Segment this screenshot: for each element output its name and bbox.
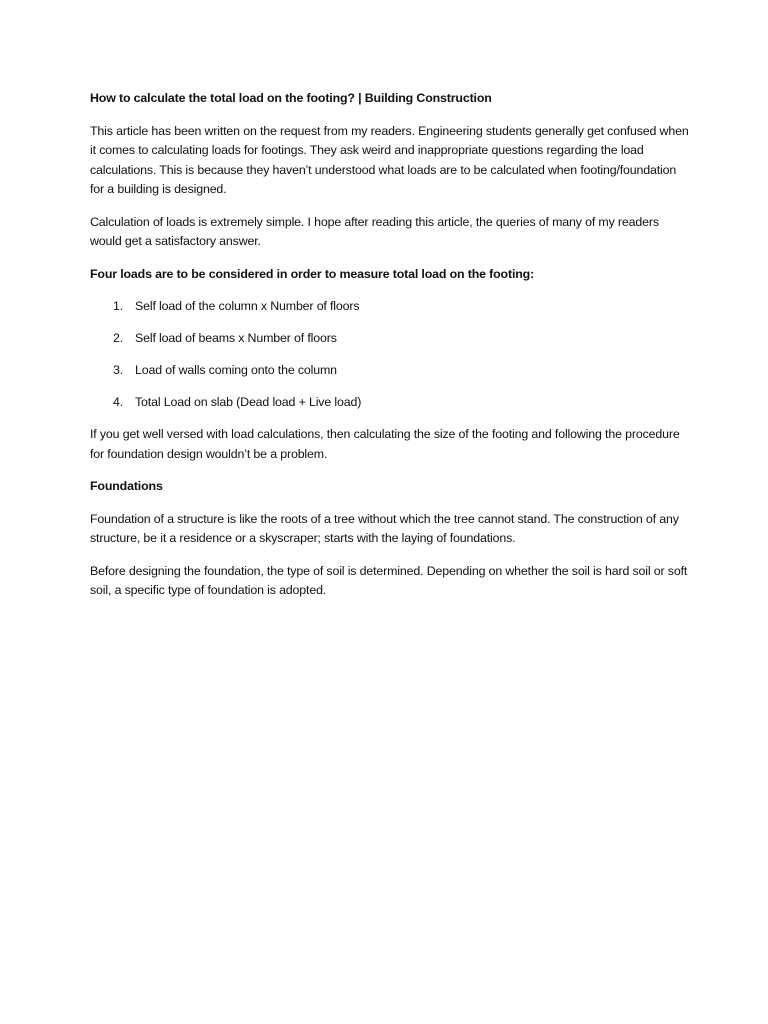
second-paragraph: Calculation of loads is extremely simple. I hope after reading this article, the queries of many of my readers would get a satisfactory answer. [90, 214, 659, 248]
foundation-paragraph-2: Before designing the foundation, the type of soil is determined. Depending on whether the soil is hard soil or soft soil, a specific type of foundation is adopted. [90, 563, 688, 598]
section-heading: Foundations [90, 479, 163, 494]
list-item-text: Load of walls coming onto the column [135, 363, 337, 378]
list-item [90, 297, 690, 317]
list-item-number: 3. [113, 363, 124, 378]
list-item-text: Self load of the column x Number of floors [135, 299, 360, 313]
list-item-text: Total Load on slab (Dead load + Live load) [135, 395, 362, 410]
list-item-number: 4. [113, 395, 124, 410]
foundation-paragraph-1: Foundation of a structure is like the roots of a tree without which the tree cannot stand. The construction of any structure, be it a residence or a skyscraper; starts with the laying of foundations. [90, 511, 679, 546]
list-item-number: 2. [113, 331, 124, 346]
list-item-text: Self load of beams x Number of floors [135, 331, 337, 346]
list-item [90, 361, 690, 381]
list-item [90, 393, 690, 413]
intro-paragraph: This article has been written on the request from my readers. Engineering students generally get confused when it comes to calculating loads for footings. They ask weird and inappropriate questions regarding the load calculations. This is because they haven’t understood what loads are to be calculated when footing/foundation for a building is designed. [90, 123, 689, 196]
list-item-number: 1. [113, 299, 124, 313]
document-title: How to calculate the total load on the footing? | Building Construction [90, 91, 492, 105]
list-item [90, 329, 690, 349]
after-list-paragraph: If you get well versed with load calculations, then calculating the size of the footing and following the procedure for foundation design wouldn’t be a problem. [90, 427, 680, 461]
load-list [90, 297, 690, 413]
document-page [90, 89, 690, 614]
list-heading: Four loads are to be considered in order to measure total load on the footing: [90, 266, 535, 281]
